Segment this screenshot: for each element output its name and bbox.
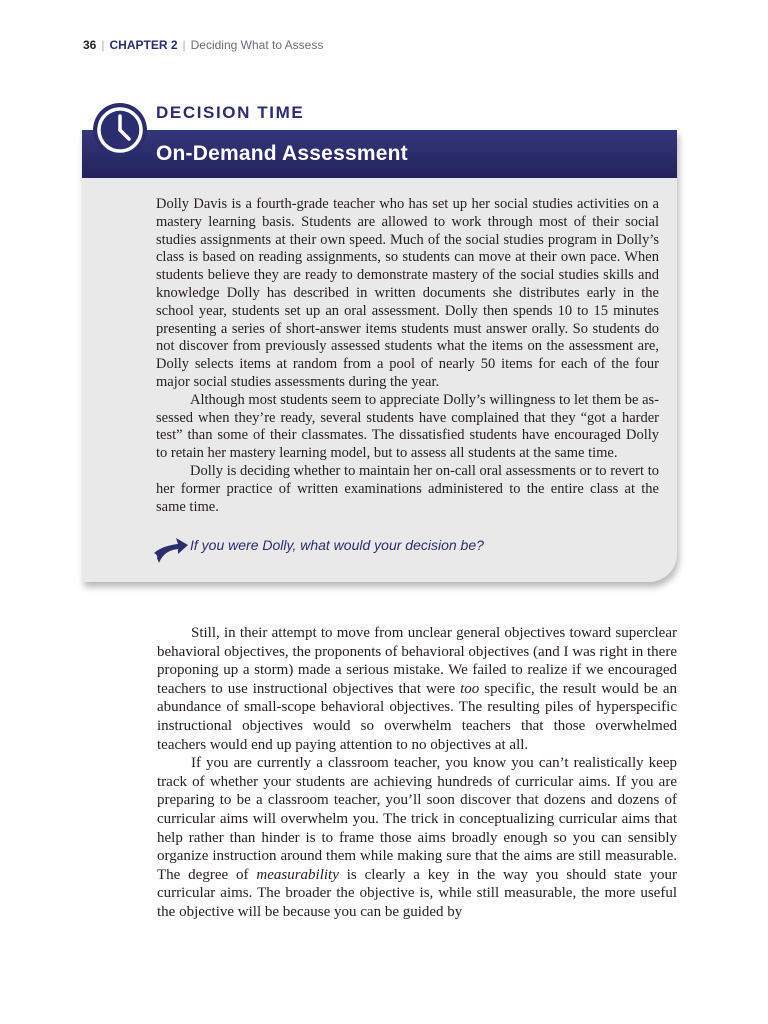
text-run: Still, in their attempt to move from unclear general objectives toward superclear behavioral objectives, the proponents of behavioral objectives (and I was right in there proponing up a storm) made a serious mistake. We failed to realize if we encouraged teachers to use instructional objectives that were bbox=[157, 625, 677, 697]
decision-box bbox=[82, 130, 677, 582]
chapter-label: CHAPTER 2 bbox=[109, 38, 178, 52]
decision-box-title: On-Demand Assessment bbox=[156, 142, 408, 165]
text-run: specific, the result would be an abundance of small-scope behavioral objectives. The resulting piles of hyperspecific instructional objectives would so overwhelm teachers that those overwhelmed teachers would end up paying attention to no objectives at all. bbox=[157, 680, 677, 753]
body-text bbox=[157, 624, 677, 922]
decision-prompt: If you were Dolly, what would your decision be? bbox=[190, 537, 484, 553]
decision-box-header bbox=[82, 130, 677, 178]
decision-paragraph: Dolly Davis is a fourth-grade teacher who has set up her social studies activities on a mastery learning basis. Students are allowed to work through most of their social studies assignments at their own speed. Much of the social studies program in Dolly’s class is based on reading assignments, so students can move at their own pace. When students believe they are ready to demonstrate mastery of the social studies skills and knowledge Dolly has described in written documents she distributes early in the school year, students set up an oral assessment. Dolly then spends 10 to 15 minutes presenting a series of short-answer items students must answer orally. So students do not discover from previously assessed students what the items on the assessment are, Dolly selects items at random from a pool of nearly 50 items for each of the four major social studies assessments during the year. bbox=[156, 196, 659, 390]
decision-time-kicker: DECISION TIME bbox=[156, 103, 305, 122]
text-run: If you are currently a classroom teacher, you know you can’t realistically keep track of whether your students are achieving hundreds of curricular aims. If you are preparing to be a classroom teacher, you’ll soon discover that dozens and dozens of curricular aims will overwhelm you. The trick in conceptualizing curricular aims that help rather than hinder is to frame those aims broadly enough so you can sensibly organize instruction around them while making sure that the aims are still measurable. The degree of bbox=[157, 755, 677, 883]
arrow-icon bbox=[153, 536, 189, 566]
decision-paragraph: Although most students seem to appreciate Dolly’s willingness to let them be assessed when they’re ready, several students have complained that they “got a harder test” than some of their classmates. The dissatisfied students have encouraged Dolly to retain her mastery learning model, but to assess all students at the same time. bbox=[156, 391, 659, 462]
body-paragraph bbox=[157, 624, 677, 754]
decision-paragraph: Dolly is deciding whether to maintain her on-call oral assessments or to revert to her former practice of written examinations administered to the entire class at the same time. bbox=[156, 462, 659, 515]
text-run: is clearly a key in the way you should state your curricular aims. The broader the objective is, while still measurable, the more useful the objective will be because you can be guided by bbox=[157, 866, 677, 920]
separator: | bbox=[182, 38, 186, 52]
decision-box-text bbox=[156, 196, 659, 516]
separator: | bbox=[101, 38, 105, 52]
running-head bbox=[83, 38, 323, 52]
chapter-title: Deciding What to Assess bbox=[190, 38, 324, 52]
emphasis: measurability bbox=[256, 866, 339, 883]
emphasis: too bbox=[460, 680, 480, 697]
page-number: 36 bbox=[83, 38, 97, 52]
body-paragraph bbox=[157, 754, 677, 921]
clock-icon bbox=[92, 102, 148, 158]
